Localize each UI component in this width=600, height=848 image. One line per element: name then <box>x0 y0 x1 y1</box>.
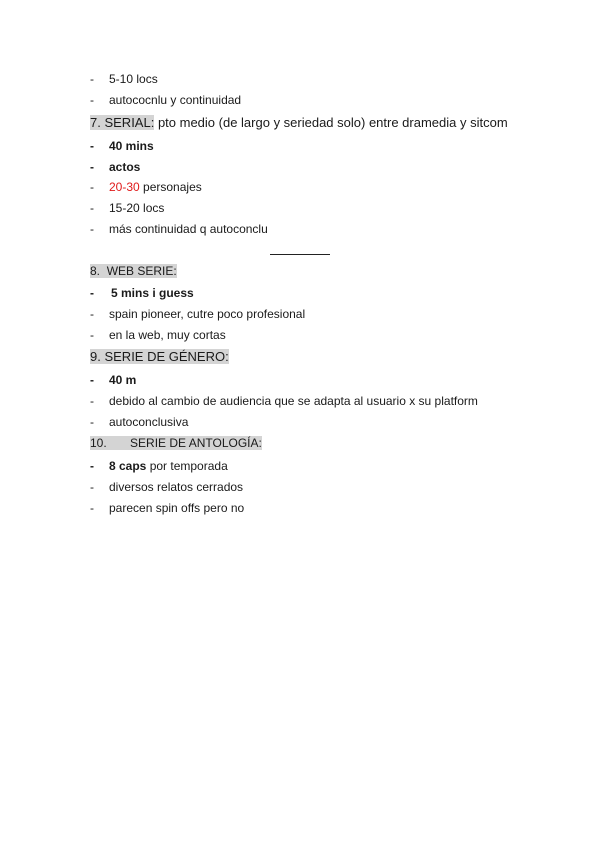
list-item-text: diversos relatos cerrados <box>109 480 244 494</box>
list-item-text: actos <box>109 160 141 174</box>
section-heading-serie-antologia <box>90 436 262 451</box>
heading-number: 7. <box>90 115 101 130</box>
list-item-text: en la web, muy cortas <box>109 328 226 342</box>
list-item-text: 5-10 locs <box>109 72 158 86</box>
bullet-dash: - <box>90 328 94 342</box>
bullet-dash: - <box>90 373 94 387</box>
heading-number: 10. <box>90 436 107 450</box>
section-heading-serie-genero <box>90 349 229 364</box>
list-item-text: personajes <box>139 180 202 194</box>
bullet-dash: - <box>90 72 94 86</box>
list-item-text: más continuidad q autoconclu <box>109 222 268 236</box>
list-item-text: 5 mins i guess <box>111 286 194 300</box>
list-item-text: 15-20 locs <box>109 201 165 215</box>
heading-number: 9. <box>90 349 101 364</box>
bullet-dash: - <box>90 394 94 408</box>
bullet-dash: - <box>90 501 94 515</box>
list-item-text: debido al cambio de audiencia que se adapta al usuario x su platform <box>109 394 478 408</box>
bullet-dash: - <box>90 286 94 300</box>
list-item-text: 40 m <box>109 373 137 387</box>
bullet-dash: - <box>90 480 94 494</box>
list-item-text: por temporada <box>146 459 228 473</box>
horizontal-rule <box>270 254 330 255</box>
bullet-dash: - <box>90 160 94 174</box>
section-heading-web-serie <box>90 264 177 279</box>
bullet-dash: - <box>90 139 94 153</box>
bullet-dash: - <box>90 180 94 194</box>
bullet-dash: - <box>90 93 94 107</box>
bullet-dash: - <box>90 201 94 215</box>
list-item-bold-text: 8 caps <box>109 459 147 473</box>
heading-label: SERIE DE ANTOLOGÍA: <box>130 436 262 450</box>
heading-label: SERIE DE GÉNERO: <box>104 349 229 364</box>
list-item-text: autococnlu y continuidad <box>109 93 242 107</box>
list-item-text: spain pioneer, cutre poco profesional <box>109 307 306 321</box>
heading-number: 8. <box>90 264 101 278</box>
list-item-text: parecen spin offs pero no <box>109 501 245 515</box>
bullet-dash: - <box>90 459 94 473</box>
section-heading-serial <box>90 115 508 130</box>
heading-description: pto medio (de largo y seriedad solo) entre dramedia y sitcom <box>154 115 508 130</box>
list-item-text: autoconclusiva <box>109 415 189 429</box>
bullet-dash: - <box>90 415 94 429</box>
heading-label: WEB SERIE: <box>106 264 177 278</box>
bullet-dash: - <box>90 307 94 321</box>
list-item-text: 40 mins <box>109 139 154 153</box>
heading-label: SERIAL: <box>104 115 155 130</box>
highlighted-range: 20-30 <box>109 180 140 194</box>
bullet-dash: - <box>90 222 94 236</box>
